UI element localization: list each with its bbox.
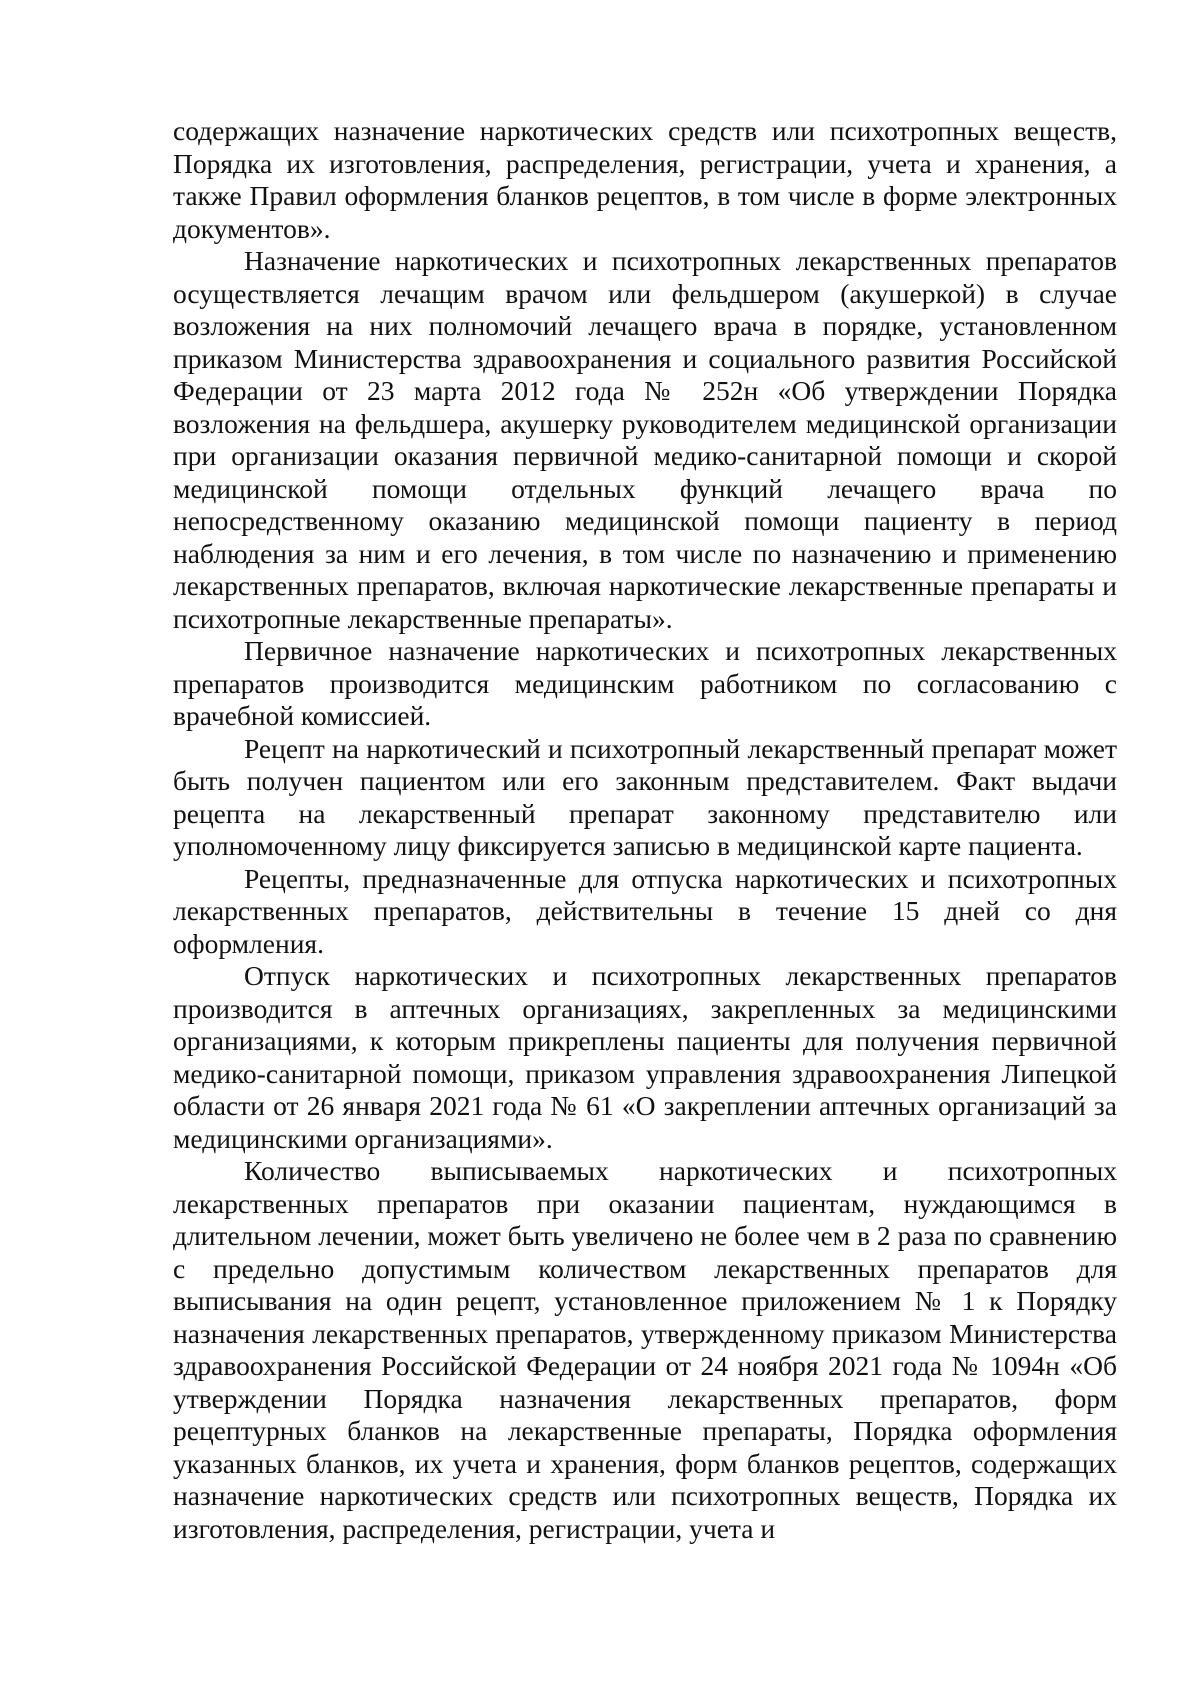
document-body [173, 115, 1117, 1545]
paragraph-prescription-validity: Рецепты, предназначенные для отпуска наркотических и психотропных лекарственных препаратов, действительны в течение 15 дней со дня оформления. [173, 862, 1117, 959]
paragraph-dispensing: Отпуск наркотических и психотропных лекарственных препаратов производится в аптечных организациях, закрепленных за медицинскими организациями, к которым прикреплены пациенты для получения первичной медико-санитарной помощи, приказом управления здравоохранения Липецкой области от 26 января 2021 года № 61 «О закреплении аптечных организаций за медицинскими организациями». [173, 960, 1117, 1154]
paragraph-continuation: содержащих назначение наркотических средств или психотропных веществ, Порядка их изготовления, распределения, регистрации, учета и хранения, а также Правил оформления бланков рецептов, в том числе в форме электронных документов». [173, 115, 1117, 244]
paragraph-prescription-receipt: Рецепт на наркотический и психотропный лекарственный препарат может быть получен пациентом или его законным представителем. Факт выдачи рецепта на лекарственный препарат законному представителю или уполномоченному лицу фиксируется записью в медицинской карте пациента. [173, 732, 1117, 861]
paragraph-primary-prescribing: Первичное назначение наркотических и психотропных лекарственных препаратов производится медицинским работником по согласованию с врачебной комиссией. [173, 635, 1117, 731]
paragraph-prescribing-by-physician: Назначение наркотических и психотропных лекарственных препаратов осуществляется лечащим врачом или фельдшером (акушеркой) в случае возложения на них полномочий лечащего врача в порядке, установленном приказом Министерства здравоохранения и социального развития Российской Федерации от 23 марта 2012 года № 252н «Об утверждении Порядка возложения на фельдшера, акушерку руководителем медицинской организации при организации оказания первичной медико-санитарной помощи и скорой медицинской помощи отдельных функций лечащего врача по непосредственному оказанию медицинской помощи пациенту в период наблюдения за ним и его лечения, в том числе по назначению и применению лекарственных препаратов, включая наркотические лекарственные препараты и психотропные лекарственные препараты». [173, 245, 1117, 634]
paragraph-quantity-limit: Количество выписываемых наркотических и психотропных лекарственных препаратов при оказании пациентам, нуждающимся в длительном лечении, может быть увеличено не более чем в 2 раза по сравнению с предельно допустимым количеством лекарственных препаратов для выписывания на один рецепт, установленное приложением № 1 к Порядку назначения лекарственных препаратов, утвержденному приказом Министерства здравоохранения Российской Федерации от 24 ноября 2021 года № 1094н «Об утверждении Порядка назначения лекарственных препаратов, форм рецептурных бланков на лекарственные препараты, Порядка оформления указанных бланков, их учета и хранения, форм бланков рецептов, содержащих назначение наркотических средств или психотропных веществ, Порядка их изготовления, распределения, регистрации, учета и [173, 1155, 1117, 1544]
